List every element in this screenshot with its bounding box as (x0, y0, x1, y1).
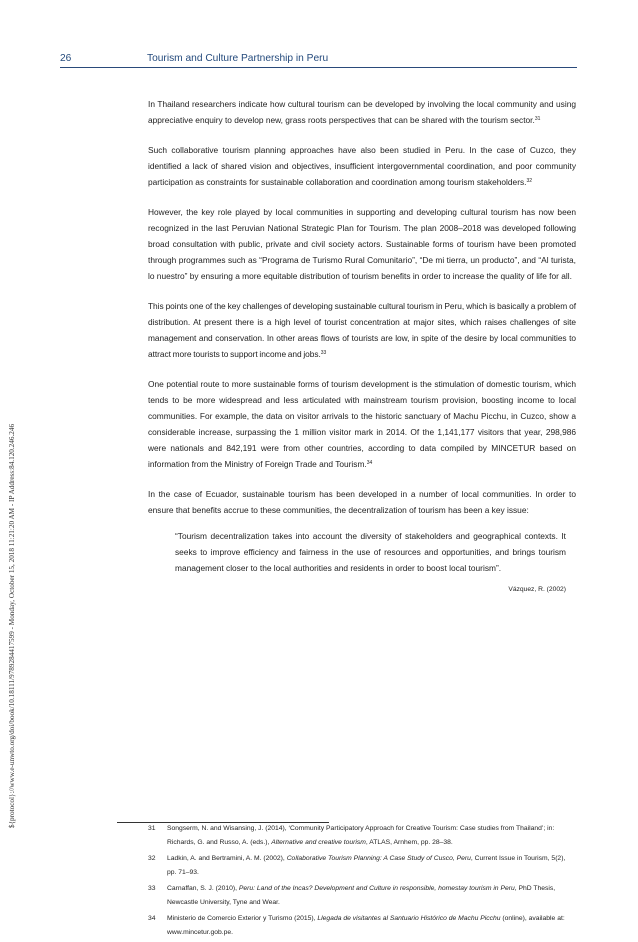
footnote-ref: 32 (526, 178, 533, 184)
download-watermark: ${protocol}://www.e-unwto.org/doi/book/10.18111/9789284417599 - Monday, October 15, 2018 11:21:20 AM - IP Address:84.120.246.246 (8, 423, 16, 828)
block-quote: “Tourism decentralization takes into account the diversity of stakeholders and geographical contexts. It seeks to improve efficiency and fairness in the use of resources and opportunities, and brings tourism management closer to the local authorities and residents in order to boost local tourism”. (175, 531, 566, 573)
footnote: 34 Ministerio de Comercio Exterior y Turismo (2015), Llegada de visitantes al Santuario Histórico de Machu Picchu (online), available at: www.mincetur.gob.pe. (148, 912, 576, 939)
paragraph: Such collaborative tourism planning approaches have also been studied in Peru. In the case of Cuzco, they identified a lack of shared vision and objectives, insufficient intergovernmental coordination, and poor community participation as constraints for sustainable collaboration and coordination among tourism stakeholders.$^{32}$ (148, 145, 576, 187)
running-title: Tourism and Culture Partnership in Peru (147, 53, 329, 64)
paragraph: One potential route to more sustainable forms of tourism development is the stimulation of domestic tourism, which tends to be more widespread and less articulated with mainstream tourism provision, boosting income to local communities. For example, the data on visitor arrivals to the historic sanctuary of Machu Picchu, in Cuzco, show a considerable increase, surpassing the 1 million visitor mark in 2014. Of the 1,141,177 visitors that year, 298,986 were nationals and 842,191 were from other countries, according to data compiled by MINCETUR based on information from the Ministry of Foreign Trade and Tourism.$^{34}$ (148, 379, 576, 469)
paragraph: However, the key role played by local communities in supporting and developing cultural tourism has now been recognized in the last Peruvian National Strategic Plan for Tourism. The plan 2008–2018 was developed following broad consultation with public, private and civil society actors. Sustainable forms of tourism have been promoted through programmes such as “Programa de Turismo Rural Comunitario”, “De mi tierra, un producto”, and “Al turista, lo nuestro” by ensuring a more equitable distribution of tourism benefits in order to increase the quality of life for all. (148, 207, 576, 281)
paragraph: In the case of Ecuador, sustainable tourism has been developed in a number of local communities. In order to ensure that benefits accrue to these communities, the decentralization of tourism has been a key issue: (148, 489, 576, 515)
footnote-ref: 33 (320, 350, 327, 356)
footnote: 32 Ladkin, A. and Bertramini, A. M. (2002), Collaborative Tourism Planning: A Case Study of Cusco, Peru, Current Issue in Tourism, 5(2), pp. 71–93. (148, 852, 576, 879)
running-header (60, 53, 577, 68)
footnote-number: 33 (148, 885, 156, 892)
footnote-number: 32 (148, 855, 156, 862)
footnote-ref: 31 (534, 116, 541, 122)
paragraph: This points one of the key challenges of developing sustainable cultural tourism in Peru, which is basically a problem of distribution. At present there is a high level of tourist concentration at major sites, which raises challenges of site management and conservation. In other areas flows of tourists are low, in spite of the desire by local communities to attract more tourists to support income and jobs.$^{33}$ (148, 301, 576, 359)
footnote-number: 31 (148, 825, 156, 832)
page-number: 26 (60, 53, 72, 64)
footnote-number: 34 (148, 915, 156, 922)
footnote-ref: 34 (366, 460, 373, 466)
quote-attribution: Vázquez, R. (2002) (508, 586, 566, 593)
main-text (148, 96, 576, 598)
footnote: 33 Carnaffan, S. J. (2010), Peru: Land of the Incas? Development and Culture in responsible, homestay tourism in Peru, PhD Thesis, Newcastle University, Tyne and Wear. (148, 882, 576, 909)
footnotes (148, 822, 576, 942)
footnote: 31 Songserm, N. and Wisansing, J. (2014), ‘Community Participatory Approach for Creative Tourism: Case studies from Thailand’; in: Richards, G. and Russo, A. (eds.), Alternative and creative tourism, ATLAS, Arnhem, pp. 28–38. (148, 822, 576, 849)
paragraph: In Thailand researchers indicate how cultural tourism can be developed by involving the local community and using appreciative enquiry to develop new, grass roots perspectives that can be shared with the tourism sector.$^{31}$ (148, 99, 576, 125)
